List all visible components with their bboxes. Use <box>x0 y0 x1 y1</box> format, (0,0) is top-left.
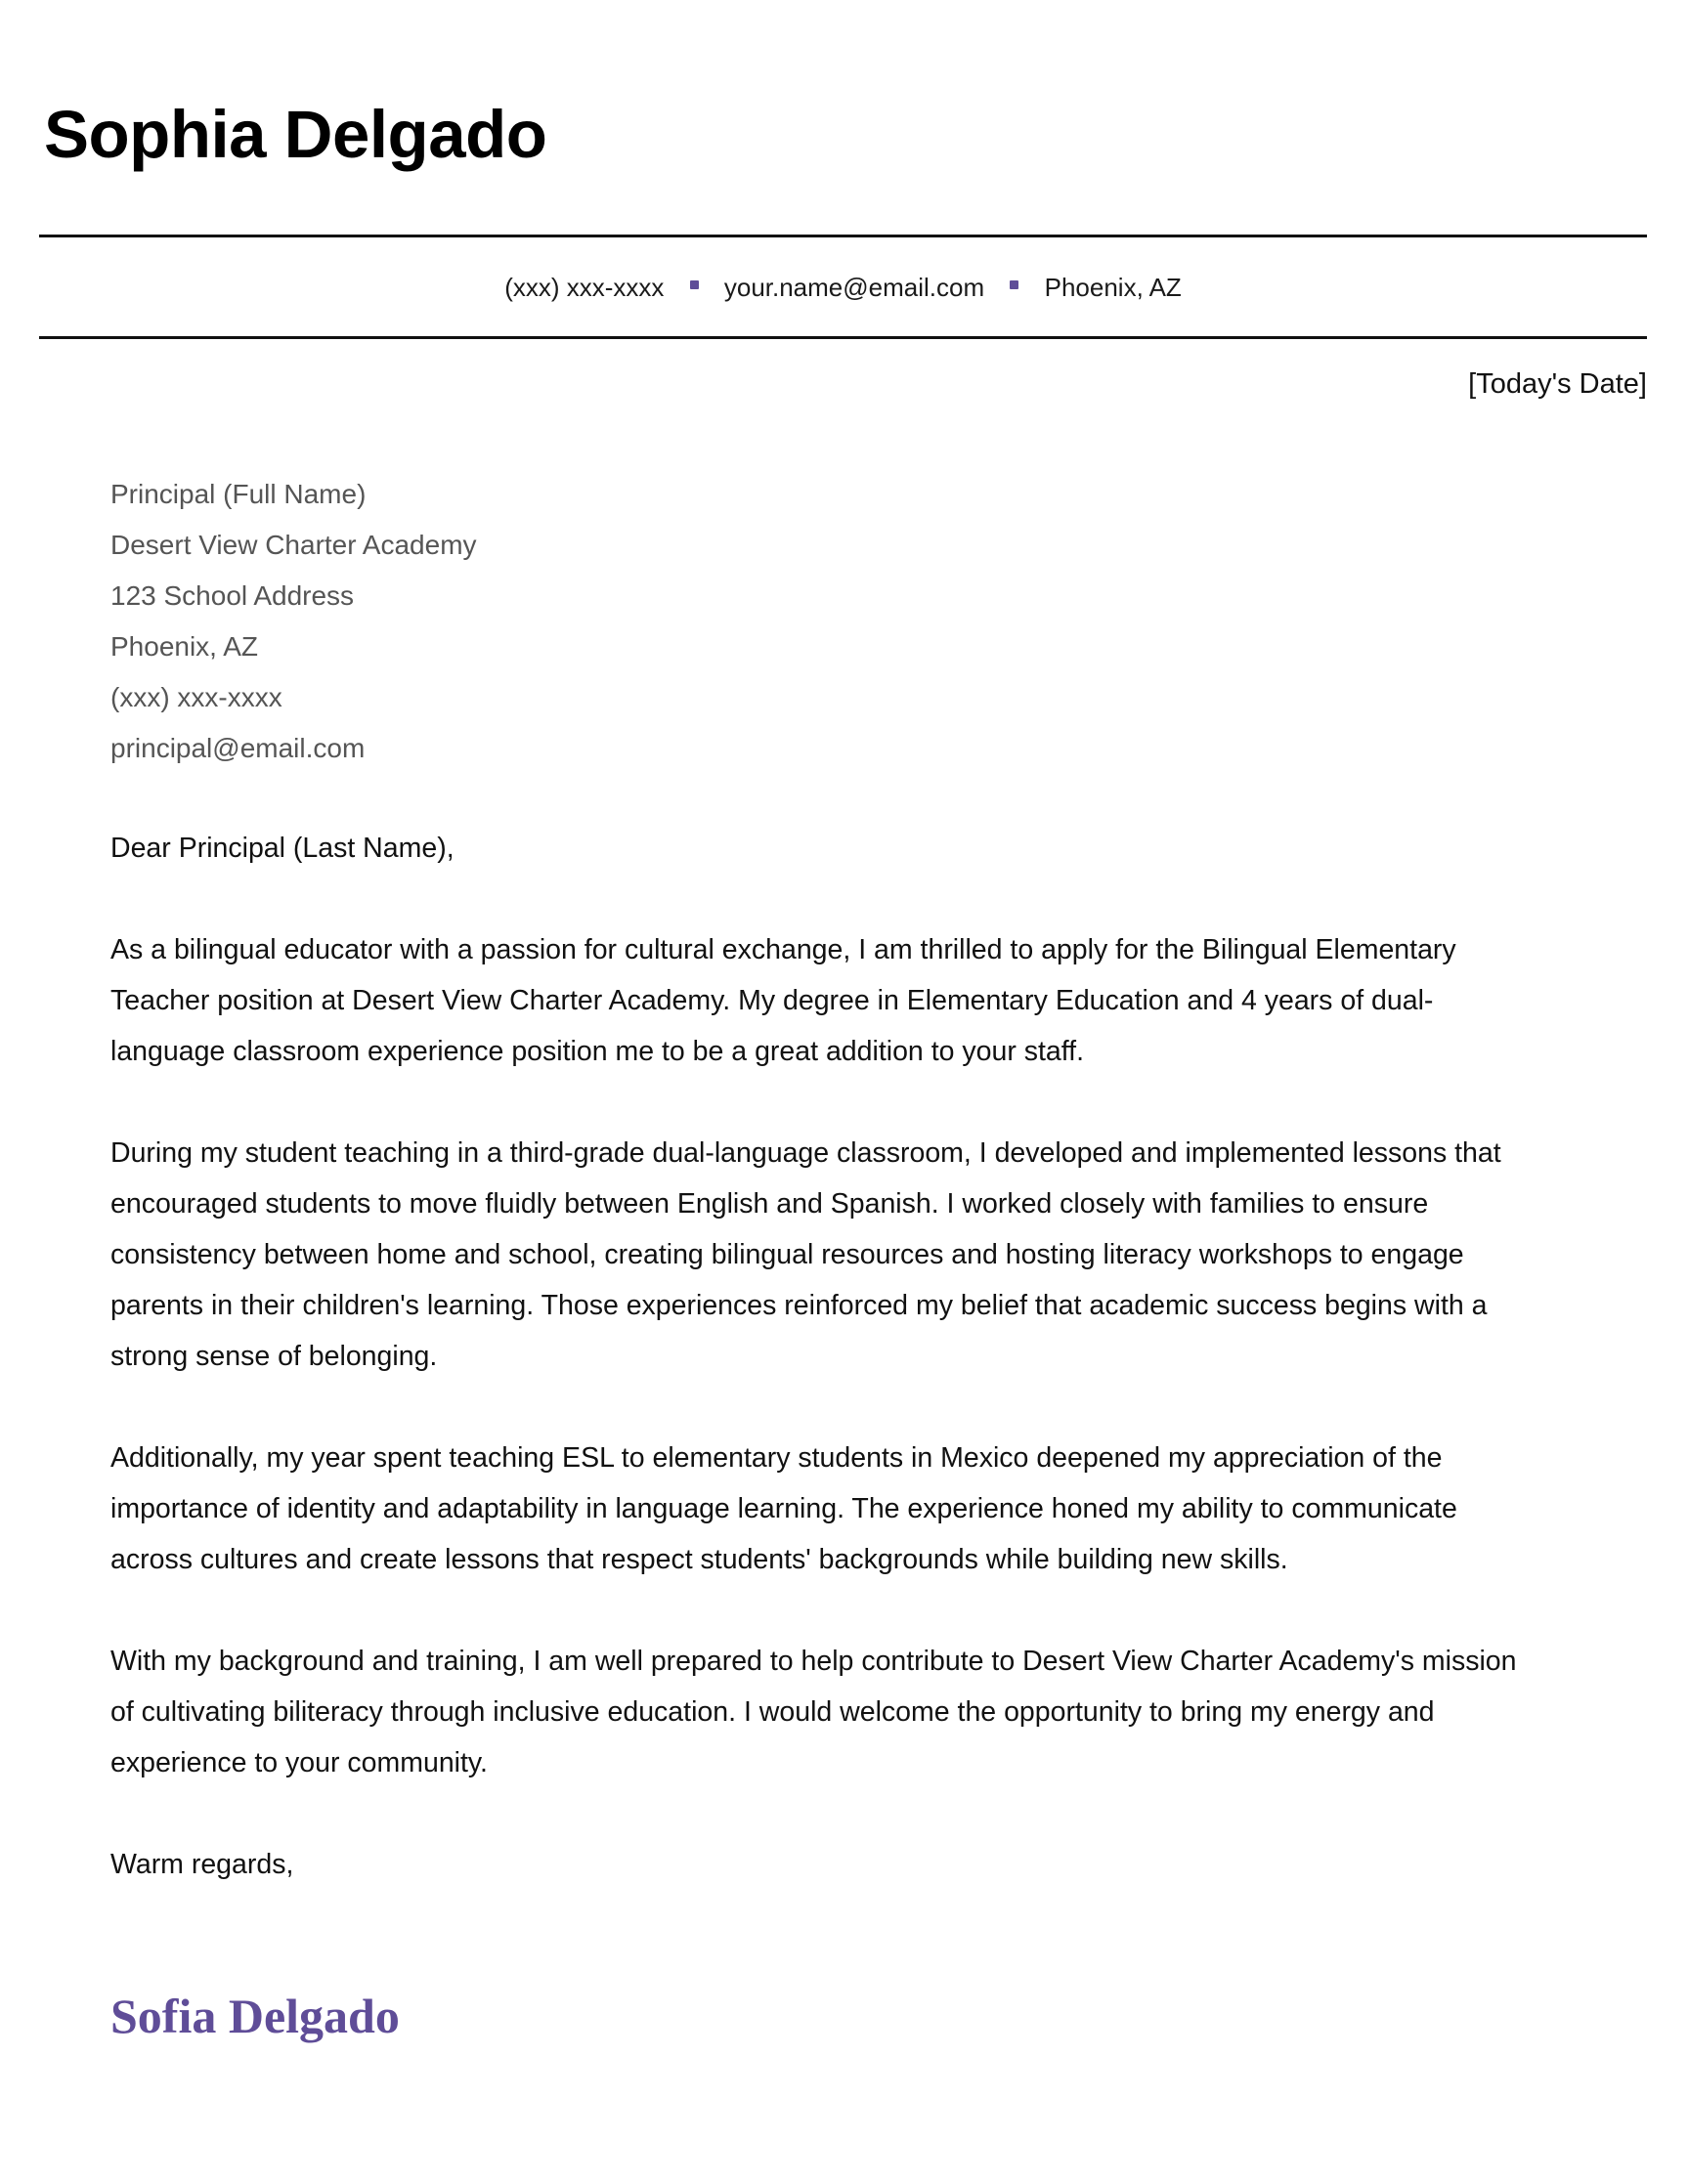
salutation: Dear Principal (Last Name), <box>110 833 454 864</box>
recipient-line: 123 School Address <box>110 580 355 611</box>
signature-name: Sofia Delgado <box>110 1989 400 2043</box>
recipient-address-block <box>110 469 477 774</box>
contact-location: Phoenix, AZ <box>1044 273 1182 302</box>
closing-salutation: Warm regards, <box>110 1849 294 1880</box>
header-divider-bottom <box>39 336 1647 339</box>
letter-date: [Today's Date] <box>1468 368 1647 400</box>
recipient-line: Desert View Charter Academy <box>110 530 477 560</box>
contact-phone: (xxx) xxx-xxxx <box>504 273 665 302</box>
contact-email: your.name@email.com <box>723 273 985 302</box>
body-paragraph: As a bilingual educator with a passion for cultural exchange, I am thrilled to apply for the Bilingual Elementary Teacher position at Desert View Charter Academy. My degree in Elementary Education and 4 years of dual-language classroom experience position me to be a great addition to your staff. <box>110 934 1456 1067</box>
header-divider-top <box>39 235 1647 237</box>
page-title: Sophia Delgado <box>44 97 547 172</box>
bullet-separator-icon <box>1010 280 1018 289</box>
recipient-line: Principal (Full Name) <box>110 479 367 509</box>
recipient-line: Phoenix, AZ <box>110 631 258 662</box>
body-paragraph: Additionally, my year spent teaching ESL to elementary students in Mexico deepened my appreciation of the importance of identity and adaptability in language learning. The experience honed my ability to communicate across cultures and create lessons that respect students' backgrounds while building new skills. <box>110 1442 1457 1575</box>
contact-line <box>39 271 1647 304</box>
body-paragraph: With my background and training, I am well prepared to help contribute to Desert View Charter Academy's mission of cultivating biliteracy through inclusive education. I would welcome the opportunity to bring my energy and experience to your community. <box>110 1646 1517 1778</box>
recipient-line: principal@email.com <box>110 733 366 763</box>
recipient-line: (xxx) xxx-xxxx <box>110 682 282 712</box>
body-paragraph: During my student teaching in a third-grade dual-language classroom, I developed and implemented lessons that encouraged students to move fluidly between English and Spanish. I worked closely with families to ensure consistency between home and school, creating bilingual resources and hosting literacy workshops to engage parents in their children's learning. Those experiences reinforced my belief that academic success begins with a strong sense of belonging. <box>110 1137 1501 1372</box>
letter-body <box>110 823 1526 1890</box>
bullet-separator-icon <box>690 280 699 289</box>
